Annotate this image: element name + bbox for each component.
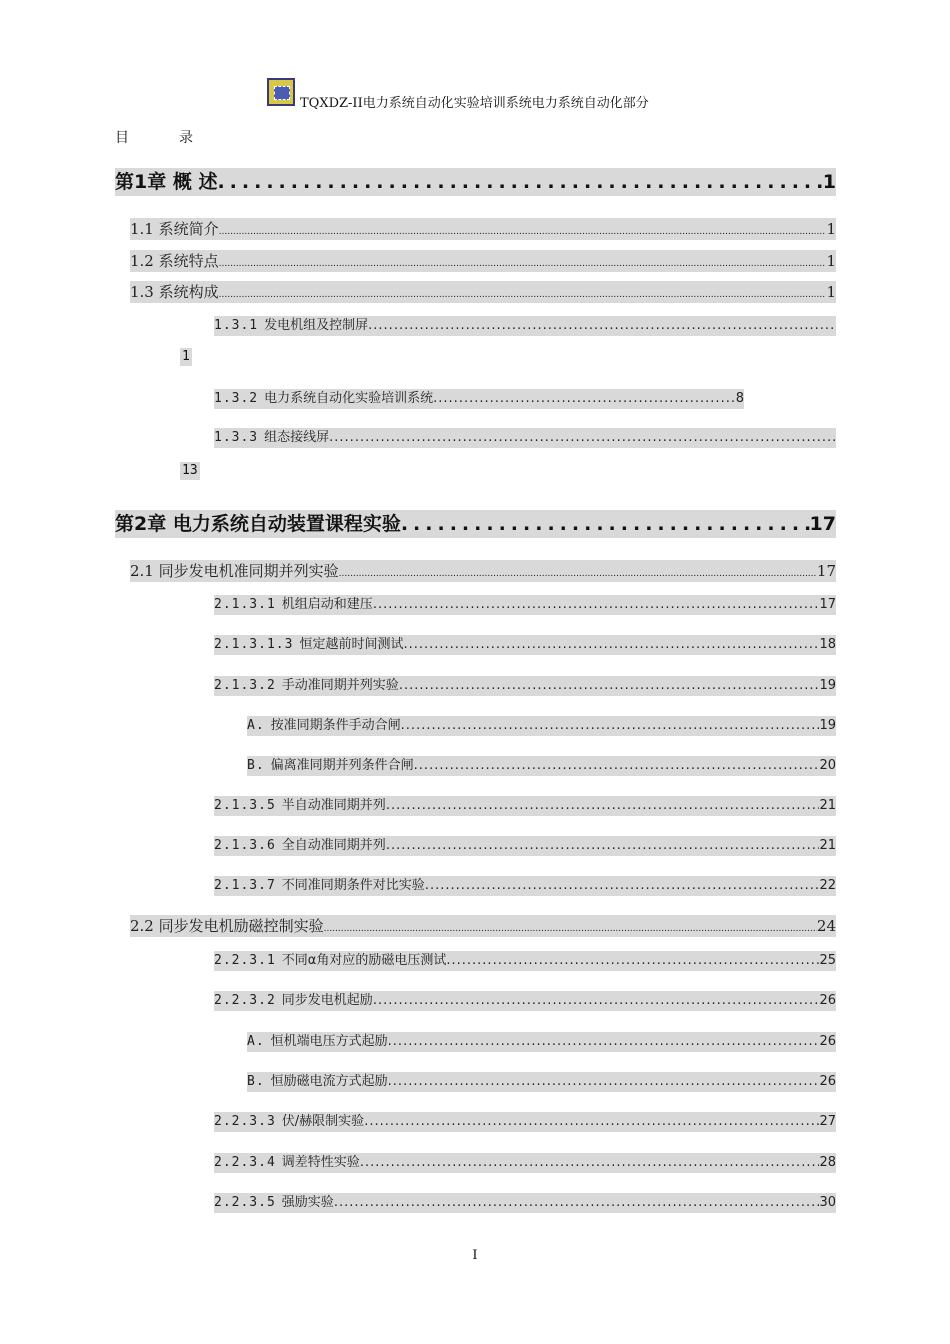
toc-item-b-deviated-close[interactable] [247, 756, 836, 776]
toc-page-number: 28 [819, 1155, 836, 1170]
toc-page-number: 27 [819, 1114, 836, 1129]
toc-entry-number: 2.2.3.3 [214, 1114, 276, 1129]
toc-page-number: 26 [819, 1034, 836, 1049]
toc-entry-text: 强励实验 [281, 1195, 334, 1210]
toc-subsection-2-1-3-7[interactable] [214, 876, 836, 896]
toc-heading: 目 录 [115, 130, 211, 146]
toc-subsection-1-3-3[interactable] [214, 428, 836, 448]
toc-entry-number: 1.3.1 [214, 318, 259, 333]
toc-entry-number: A. [247, 718, 265, 733]
page-header-title: TQXDZ-II电力系统自动化实验培训系统电力系统自动化部分 [300, 96, 649, 111]
toc-page-number: 26 [819, 993, 836, 1008]
toc-page-number: 26 [819, 1074, 836, 1089]
toc-entry-text: 2.2 同步发电机励磁控制实验 [130, 917, 324, 935]
toc-page-number: 19 [819, 678, 836, 693]
toc-entry-text: 全自动准同期并列 [281, 838, 386, 853]
toc-subsection-2-2-3-2[interactable] [214, 991, 836, 1011]
toc-subsection-2-1-3-1[interactable] [214, 595, 836, 615]
toc-entry-number: 1.3.2 [214, 391, 259, 406]
toc-entry-number: 2.1.3.6 [214, 838, 276, 853]
toc-leader [360, 1153, 820, 1173]
toc-page-number-wrapped: 1 [182, 349, 190, 364]
toc-leader [403, 635, 819, 655]
toc-page-number: 1 [826, 283, 836, 301]
toc-subsection-2-1-3-1-3[interactable] [214, 635, 836, 655]
page-footer-number: I [472, 1248, 478, 1263]
toc-page-number: 25 [819, 953, 836, 968]
toc-leader [324, 921, 817, 937]
toc-subsection-2-1-3-2[interactable] [214, 676, 836, 696]
toc-page-number: 21 [819, 838, 836, 853]
toc-entry-text: 组态接线屏 [264, 430, 330, 445]
toc-leader [388, 1072, 820, 1092]
toc-leader [388, 1032, 820, 1052]
company-logo-icon [267, 78, 295, 106]
toc-entry-number: 2.1.3.7 [214, 878, 276, 893]
toc-entry-text: 按准同期条件手动合闸 [270, 718, 401, 733]
toc-section-1-2[interactable] [130, 250, 836, 272]
toc-subsection-1-3-1[interactable] [214, 316, 836, 336]
toc-entry-number: 2.1.3.1 [214, 597, 276, 612]
toc-entry-text: 第2章 电力系统自动装置课程实验 [115, 513, 401, 535]
toc-entry-text: 调差特性实验 [281, 1155, 360, 1170]
toc-entry-number: A. [247, 1034, 265, 1049]
toc-entry-text: 不同α角对应的励磁电压测试 [281, 953, 447, 968]
toc-page-number: 8 [735, 391, 744, 406]
toc-leader [446, 951, 819, 971]
toc-entry-number: 2.2.3.5 [214, 1195, 276, 1210]
toc-entry-text: 2.1 同步发电机准同期并列实验 [130, 562, 339, 580]
toc-leader [329, 428, 836, 448]
toc-subsection-2-2-3-5[interactable] [214, 1193, 836, 1213]
toc-entry-number: 2.2.3.2 [214, 993, 276, 1008]
toc-leader [217, 168, 822, 196]
toc-entry-text: 不同准同期条件对比实验 [281, 878, 425, 893]
toc-subsection-2-1-3-6[interactable] [214, 836, 836, 856]
toc-leader [414, 756, 820, 776]
toc-page-number: 21 [819, 798, 836, 813]
toc-item-b-const-current[interactable] [247, 1072, 836, 1092]
toc-leader [399, 676, 820, 696]
toc-entry-text: 半自动准同期并列 [281, 798, 386, 813]
toc-entry-number: 2.1.3.2 [214, 678, 276, 693]
toc-entry-text: 电力系统自动化实验培训系统 [264, 391, 434, 406]
toc-page-number: 17 [816, 562, 836, 580]
toc-page-number: 19 [819, 718, 836, 733]
toc-leader [373, 991, 820, 1011]
toc-entry-text: 恒定越前时间测试 [299, 637, 404, 652]
toc-entry-text: 伏/赫限制实验 [281, 1114, 365, 1129]
toc-entry-text: 1.2 系统特点 [130, 252, 219, 270]
toc-leader [368, 316, 836, 336]
toc-entry-number: 2.2.3.1 [214, 953, 276, 968]
toc-entry-text: 1.3 系统构成 [130, 283, 219, 301]
toc-leader [386, 796, 820, 816]
toc-entry-text: 同步发电机起励 [281, 993, 373, 1008]
toc-leader [219, 287, 827, 303]
toc-page-number: 17 [819, 597, 836, 612]
toc-page-number: 20 [819, 758, 836, 773]
toc-entry-text: 恒励磁电流方式起励 [270, 1074, 388, 1089]
toc-page-number: 1 [826, 220, 836, 238]
toc-entry-text: 1.1 系统简介 [130, 220, 219, 238]
toc-leader [334, 1193, 820, 1213]
toc-item-a-manual-close[interactable] [247, 716, 836, 736]
toc-page-number: 30 [819, 1195, 836, 1210]
toc-entry-number: 2.1.3.5 [214, 798, 276, 813]
toc-page-number: 24 [816, 917, 836, 935]
toc-page-number-wrapped: 13 [182, 463, 198, 478]
toc-page-number: 1 [822, 171, 836, 193]
toc-leader [386, 836, 820, 856]
toc-leader [373, 595, 820, 615]
toc-chapter-2[interactable] [115, 510, 836, 538]
toc-section-2-2[interactable] [130, 915, 836, 937]
toc-subsection-2-1-3-5[interactable] [214, 796, 836, 816]
toc-item-a-const-voltage[interactable] [247, 1032, 836, 1052]
toc-leader [425, 876, 820, 896]
toc-entry-text: 机组启动和建压 [281, 597, 373, 612]
toc-entry-text: 恒机端电压方式起励 [270, 1034, 388, 1049]
toc-entry-text: 偏离准同期并列条件合闸 [270, 758, 414, 773]
toc-section-1-1[interactable] [130, 218, 836, 240]
toc-leader [433, 389, 736, 409]
toc-leader [219, 256, 827, 272]
toc-chapter-1[interactable] [115, 168, 836, 196]
toc-leader [339, 566, 817, 582]
toc-entry-number: 1.3.3 [214, 430, 259, 445]
toc-leader [401, 716, 820, 736]
toc-leader [364, 1112, 819, 1132]
toc-subsection-2-2-3-4[interactable] [214, 1153, 836, 1173]
toc-subsection-1-3-2[interactable] [214, 389, 744, 409]
toc-page-number: 22 [819, 878, 836, 893]
toc-entry-text: 发电机组及控制屏 [264, 318, 369, 333]
toc-page-number: 18 [819, 637, 836, 652]
toc-page-number: 17 [809, 513, 836, 535]
toc-subsection-2-2-3-1[interactable] [214, 951, 836, 971]
toc-leader [219, 224, 827, 240]
toc-entry-number: B. [247, 1074, 265, 1089]
toc-subsection-2-2-3-3[interactable] [214, 1112, 836, 1132]
toc-section-1-3[interactable] [130, 281, 836, 303]
toc-page-number: 1 [826, 252, 836, 270]
toc-section-2-1[interactable] [130, 560, 836, 582]
toc-entry-number: 2.1.3.1.3 [214, 637, 294, 652]
toc-entry-number: 2.2.3.4 [214, 1155, 276, 1170]
toc-entry-number: B. [247, 758, 265, 773]
toc-entry-text: 第1章 概 述 [115, 171, 218, 193]
toc-leader [401, 510, 810, 538]
toc-entry-text: 手动准同期并列实验 [281, 678, 399, 693]
